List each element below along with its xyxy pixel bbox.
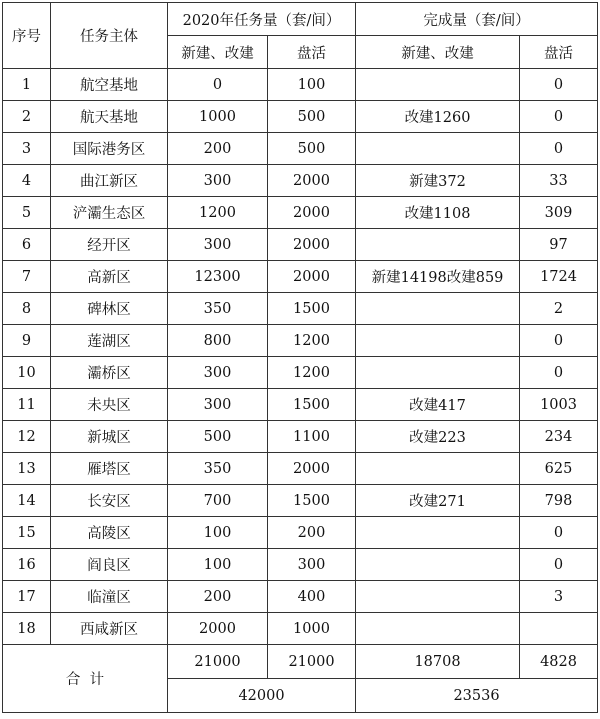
cell-entity: 国际港务区 xyxy=(51,133,168,165)
cell-entity: 阎良区 xyxy=(51,549,168,581)
cell-done-new xyxy=(356,517,520,549)
table-row xyxy=(3,389,598,421)
housing-task-table xyxy=(2,2,598,713)
table-row xyxy=(3,613,598,645)
cell-done-new xyxy=(356,229,520,261)
cell-entity: 航空基地 xyxy=(51,69,168,101)
cell-task-revive: 1200 xyxy=(268,357,356,389)
table-row xyxy=(3,421,598,453)
cell-done-new xyxy=(356,357,520,389)
cell-done-revive: 234 xyxy=(520,421,598,453)
cell-entity: 莲湖区 xyxy=(51,325,168,357)
cell-done-new xyxy=(356,581,520,613)
cell-entity: 浐灞生态区 xyxy=(51,197,168,229)
total-label: 合 计 xyxy=(3,645,168,713)
cell-task-revive: 1000 xyxy=(268,613,356,645)
cell-index: 5 xyxy=(3,197,51,229)
cell-task-new: 1200 xyxy=(168,197,268,229)
grand-total-task: 42000 xyxy=(168,679,356,713)
table-row xyxy=(3,325,598,357)
cell-index: 6 xyxy=(3,229,51,261)
cell-task-revive: 1500 xyxy=(268,389,356,421)
cell-done-new: 改建223 xyxy=(356,421,520,453)
cell-done-new: 改建271 xyxy=(356,485,520,517)
cell-index: 15 xyxy=(3,517,51,549)
header-done-group: 完成量（套/间） xyxy=(356,3,598,36)
table-row xyxy=(3,485,598,517)
cell-done-revive: 0 xyxy=(520,133,598,165)
cell-entity: 长安区 xyxy=(51,485,168,517)
cell-task-revive: 2000 xyxy=(268,261,356,293)
cell-done-new xyxy=(356,325,520,357)
cell-done-revive: 309 xyxy=(520,197,598,229)
cell-task-new: 100 xyxy=(168,517,268,549)
cell-done-new xyxy=(356,69,520,101)
table-row xyxy=(3,69,598,101)
cell-done-new xyxy=(356,453,520,485)
cell-done-new: 改建417 xyxy=(356,389,520,421)
table-row xyxy=(3,165,598,197)
cell-index: 13 xyxy=(3,453,51,485)
cell-index: 18 xyxy=(3,613,51,645)
cell-entity: 西咸新区 xyxy=(51,613,168,645)
cell-task-new: 200 xyxy=(168,133,268,165)
cell-index: 7 xyxy=(3,261,51,293)
cell-done-revive: 1724 xyxy=(520,261,598,293)
cell-task-new: 350 xyxy=(168,293,268,325)
cell-task-revive: 2000 xyxy=(268,197,356,229)
cell-entity: 灞桥区 xyxy=(51,357,168,389)
cell-index: 11 xyxy=(3,389,51,421)
cell-index: 4 xyxy=(3,165,51,197)
cell-entity: 经开区 xyxy=(51,229,168,261)
cell-entity: 雁塔区 xyxy=(51,453,168,485)
header-done-new: 新建、改建 xyxy=(356,36,520,69)
cell-done-new xyxy=(356,549,520,581)
cell-task-revive: 300 xyxy=(268,549,356,581)
cell-task-new: 300 xyxy=(168,357,268,389)
cell-entity: 高陵区 xyxy=(51,517,168,549)
header-task-new: 新建、改建 xyxy=(168,36,268,69)
cell-task-revive: 500 xyxy=(268,101,356,133)
table-row xyxy=(3,101,598,133)
cell-entity: 碑林区 xyxy=(51,293,168,325)
cell-task-revive: 500 xyxy=(268,133,356,165)
header-task-revive: 盘活 xyxy=(268,36,356,69)
cell-task-revive: 1200 xyxy=(268,325,356,357)
cell-entity: 未央区 xyxy=(51,389,168,421)
table-row xyxy=(3,549,598,581)
cell-task-revive: 100 xyxy=(268,69,356,101)
cell-task-revive: 2000 xyxy=(268,229,356,261)
cell-task-revive: 2000 xyxy=(268,165,356,197)
cell-task-revive: 200 xyxy=(268,517,356,549)
cell-done-revive: 1003 xyxy=(520,389,598,421)
cell-done-new xyxy=(356,293,520,325)
cell-done-revive: 0 xyxy=(520,549,598,581)
cell-index: 16 xyxy=(3,549,51,581)
total-task-new: 21000 xyxy=(168,645,268,679)
cell-done-new: 新建14198改建859 xyxy=(356,261,520,293)
cell-task-new: 300 xyxy=(168,165,268,197)
cell-entity: 临潼区 xyxy=(51,581,168,613)
cell-task-new: 12300 xyxy=(168,261,268,293)
cell-index: 2 xyxy=(3,101,51,133)
cell-index: 17 xyxy=(3,581,51,613)
cell-task-new: 200 xyxy=(168,581,268,613)
cell-done-revive: 0 xyxy=(520,69,598,101)
table-row xyxy=(3,197,598,229)
cell-done-revive: 2 xyxy=(520,293,598,325)
table-row xyxy=(3,453,598,485)
cell-task-new: 800 xyxy=(168,325,268,357)
cell-entity: 高新区 xyxy=(51,261,168,293)
cell-task-new: 1000 xyxy=(168,101,268,133)
cell-done-revive: 0 xyxy=(520,357,598,389)
cell-done-new: 改建1108 xyxy=(356,197,520,229)
cell-entity: 新城区 xyxy=(51,421,168,453)
cell-done-new xyxy=(356,133,520,165)
cell-done-new: 改建1260 xyxy=(356,101,520,133)
cell-task-revive: 1500 xyxy=(268,293,356,325)
cell-index: 10 xyxy=(3,357,51,389)
header-done-revive: 盘活 xyxy=(520,36,598,69)
total-done-new: 18708 xyxy=(356,645,520,679)
cell-index: 12 xyxy=(3,421,51,453)
cell-task-revive: 2000 xyxy=(268,453,356,485)
cell-index: 3 xyxy=(3,133,51,165)
cell-done-revive: 798 xyxy=(520,485,598,517)
total-done-revive: 4828 xyxy=(520,645,598,679)
cell-done-revive: 0 xyxy=(520,325,598,357)
cell-task-new: 100 xyxy=(168,549,268,581)
cell-task-new: 0 xyxy=(168,69,268,101)
table-row xyxy=(3,261,598,293)
cell-done-revive xyxy=(520,613,598,645)
cell-done-new xyxy=(356,613,520,645)
cell-done-revive: 97 xyxy=(520,229,598,261)
grand-total-done: 23536 xyxy=(356,679,598,713)
header-row-top xyxy=(3,3,598,36)
table-row xyxy=(3,293,598,325)
cell-task-new: 300 xyxy=(168,389,268,421)
table-row xyxy=(3,229,598,261)
cell-index: 14 xyxy=(3,485,51,517)
total-row xyxy=(3,645,598,679)
cell-task-revive: 1100 xyxy=(268,421,356,453)
cell-task-revive: 1500 xyxy=(268,485,356,517)
cell-task-new: 2000 xyxy=(168,613,268,645)
table-row xyxy=(3,517,598,549)
table-row xyxy=(3,581,598,613)
table-row xyxy=(3,357,598,389)
cell-done-new: 新建372 xyxy=(356,165,520,197)
table-body xyxy=(3,69,598,645)
cell-done-revive: 3 xyxy=(520,581,598,613)
cell-index: 1 xyxy=(3,69,51,101)
header-entity: 任务主体 xyxy=(51,3,168,69)
cell-entity: 航天基地 xyxy=(51,101,168,133)
cell-task-new: 350 xyxy=(168,453,268,485)
header-task-group: 2020年任务量（套/间） xyxy=(168,3,356,36)
cell-entity: 曲江新区 xyxy=(51,165,168,197)
total-task-revive: 21000 xyxy=(268,645,356,679)
cell-done-revive: 625 xyxy=(520,453,598,485)
table-row xyxy=(3,133,598,165)
cell-done-revive: 0 xyxy=(520,101,598,133)
cell-task-revive: 400 xyxy=(268,581,356,613)
cell-task-new: 500 xyxy=(168,421,268,453)
cell-index: 8 xyxy=(3,293,51,325)
cell-task-new: 300 xyxy=(168,229,268,261)
cell-done-revive: 33 xyxy=(520,165,598,197)
cell-done-revive: 0 xyxy=(520,517,598,549)
cell-task-new: 700 xyxy=(168,485,268,517)
cell-index: 9 xyxy=(3,325,51,357)
header-index: 序号 xyxy=(3,3,51,69)
